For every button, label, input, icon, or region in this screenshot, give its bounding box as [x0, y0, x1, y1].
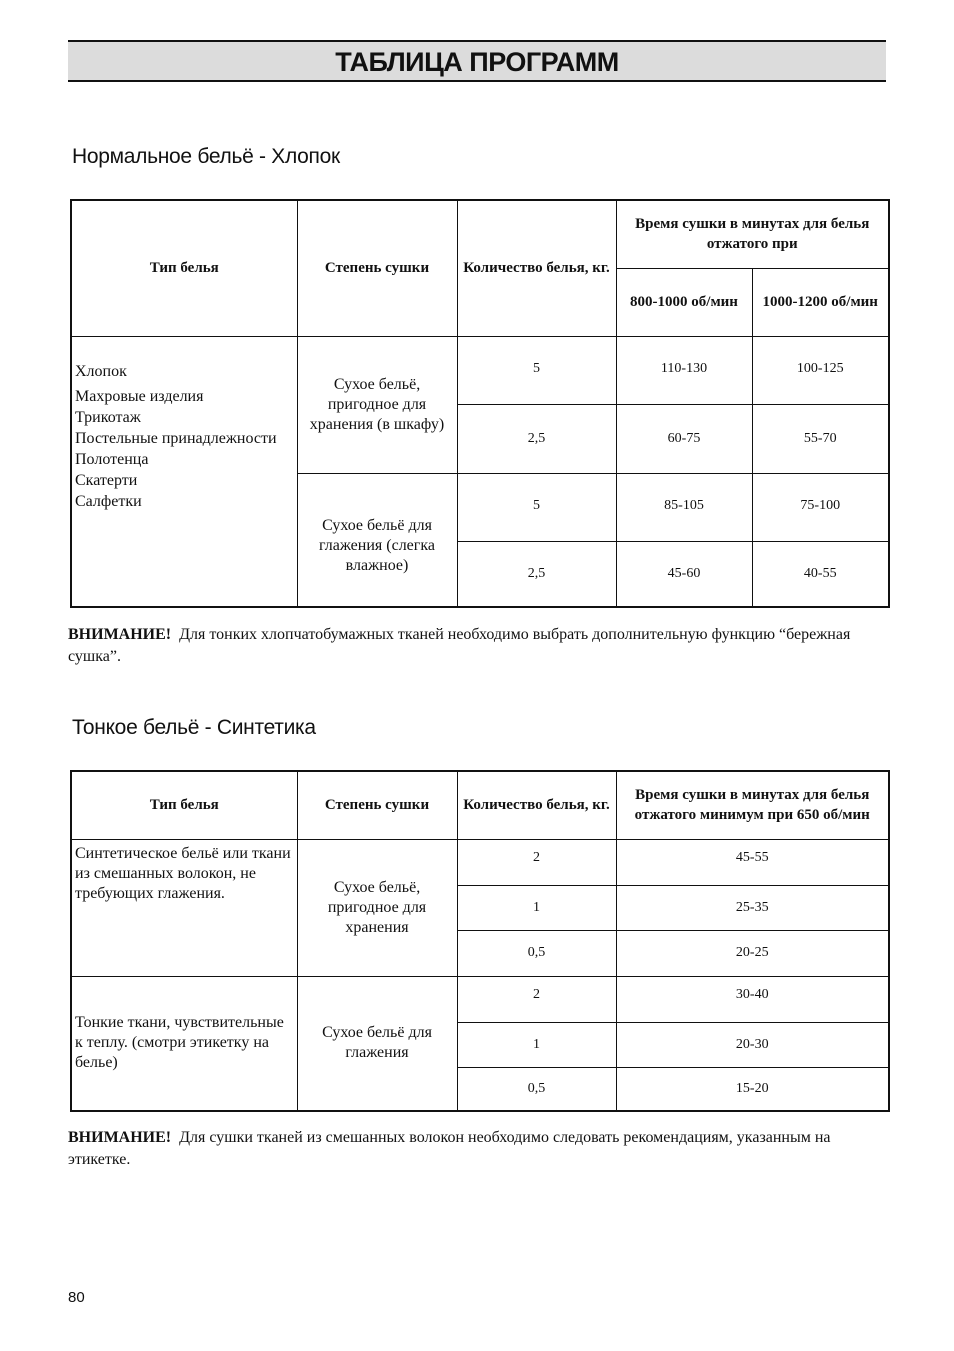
amount-cell: 1: [457, 885, 616, 930]
cotton-program-table: [70, 199, 890, 608]
degree-ironing: Сухое бельё для глажения: [297, 976, 457, 1111]
amount-cell: 2,5: [457, 404, 616, 473]
degree-storage: Сухое бельё, пригодное для хранения: [297, 839, 457, 976]
header-speed-2: 1000-1200 об/мин: [752, 268, 889, 336]
header-speed-1: 800-1000 об/мин: [616, 268, 752, 336]
time-cell: 20-30: [616, 1022, 889, 1067]
time-cell: 20-25: [616, 930, 889, 976]
amount-cell: 1: [457, 1022, 616, 1067]
fabric-type-list: [71, 336, 297, 607]
amount-cell: 5: [457, 336, 616, 404]
attention-note-cotton: [68, 624, 868, 668]
page-title: ТАБЛИЦА ПРОГРАММ: [335, 47, 619, 77]
time-cell: 45-55: [616, 839, 889, 885]
section-heading-synthetic: Тонкое бельё - Синтетика: [72, 716, 316, 739]
time-cell: 60-75: [616, 404, 752, 473]
amount-cell: 2: [457, 976, 616, 1022]
fabric-type: Полотенца: [75, 450, 149, 468]
time-cell: 45-60: [616, 541, 752, 607]
header-time: Время сушки в минутах для белья отжатого при: [616, 200, 889, 268]
attention-text: Для тонких хлопчатобумажных тканей необходимо выбрать дополнительную функцию “бережная сушка”.: [68, 626, 851, 665]
page-title-bar: [68, 40, 886, 82]
header-type: Тип белья: [71, 200, 297, 336]
header-type: Тип белья: [71, 771, 297, 839]
fabric-type: Салфетки: [75, 492, 142, 510]
amount-cell: 0,5: [457, 1067, 616, 1111]
time-cell: 40-55: [752, 541, 889, 607]
attention-label: ВНИМАНИЕ!: [68, 1129, 172, 1146]
fabric-type: Хлопок: [75, 362, 127, 380]
attention-text: Для сушки тканей из смешанных волокон необходимо следовать рекомендациям, указанным на этикетке.: [68, 1129, 831, 1168]
time-cell: 25-35: [616, 885, 889, 930]
amount-cell: 5: [457, 473, 616, 541]
amount-cell: 0,5: [457, 930, 616, 976]
time-cell: 30-40: [616, 976, 889, 1022]
time-cell: 55-70: [752, 404, 889, 473]
fabric-type: Трикотаж: [75, 408, 141, 426]
header-amount: Количество белья, кг.: [457, 200, 616, 336]
section-heading-cotton: Нормальное бельё - Хлопок: [72, 145, 340, 168]
fabric-type: Махровые изделия: [75, 387, 204, 405]
time-cell: 100-125: [752, 336, 889, 404]
synthetic-program-table: [70, 770, 890, 1112]
header-degree: Степень сушки: [297, 200, 457, 336]
time-cell: 75-100: [752, 473, 889, 541]
fabric-type-delicate: Тонкие ткани, чувствительные к теплу. (смотри этикетку на белье): [71, 976, 297, 1111]
amount-cell: 2,5: [457, 541, 616, 607]
page-number: 80: [68, 1289, 85, 1306]
time-cell: 15-20: [616, 1067, 889, 1111]
amount-cell: 2: [457, 839, 616, 885]
time-cell: 110-130: [616, 336, 752, 404]
time-cell: 85-105: [616, 473, 752, 541]
fabric-type-synthetic: Синтетическое бельё или ткани из смешанных волокон, не требующих глажения.: [71, 839, 297, 976]
header-degree: Степень сушки: [297, 771, 457, 839]
attention-label: ВНИМАНИЕ!: [68, 626, 172, 643]
header-time: Время сушки в минутах для белья отжатого минимум при 650 об/мин: [616, 771, 889, 839]
attention-note-synthetic: [68, 1127, 868, 1171]
header-amount: Количество белья, кг.: [457, 771, 616, 839]
fabric-type: Скатерти: [75, 471, 138, 489]
degree-storage: Сухое бельё, пригодное для хранения (в шкафу): [297, 336, 457, 473]
fabric-type: Постельные принадлежности: [75, 429, 277, 447]
degree-ironing: Сухое бельё для глажения (слегка влажное): [297, 473, 457, 607]
